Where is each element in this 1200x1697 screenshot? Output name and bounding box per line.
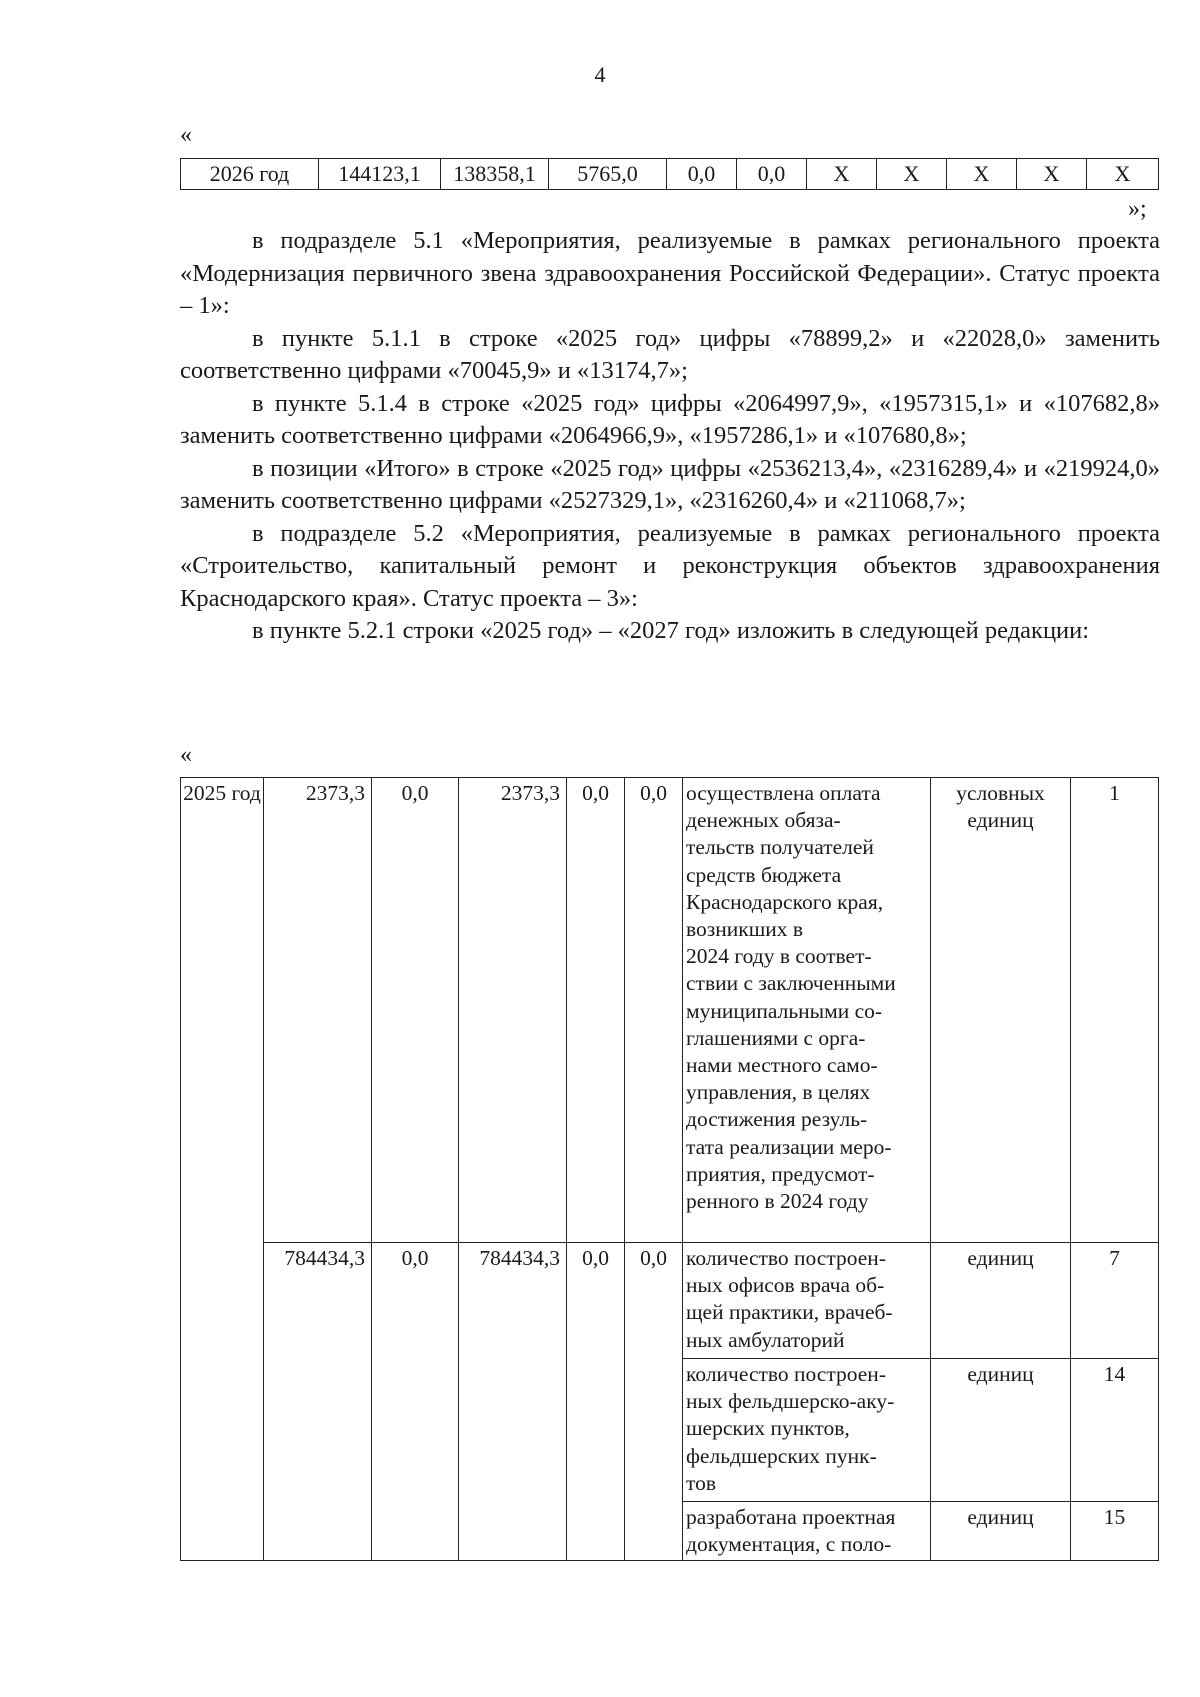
table-cell: X <box>807 159 877 190</box>
table-cell-value: 1 <box>1071 778 1159 1243</box>
table-cell: 2373,3 <box>264 778 372 1243</box>
paragraph: в подразделе 5.2 «Мероприятия, реализуемые в рамках регионального проекта «Строительство, капитальный ремонт и реконструкция объектов здравоохранения Краснодарского края». Статус проекта – 3»: <box>180 519 1160 612</box>
description-line: возникших в <box>686 917 804 942</box>
description-line: количество построен- <box>686 1246 886 1270</box>
table-cell-unit: единиц <box>931 1243 1071 1359</box>
table-cell: 0,0 <box>625 1243 683 1561</box>
description-line: ствии с заключенными <box>686 971 896 996</box>
paragraph: в пункте 5.1.1 в строке «2025 год» цифры «78899,2» и «22028,0» заменить соответственно цифрами «70045,9» и «13174,7»; <box>180 324 1160 384</box>
table-cell: 0,0 <box>372 778 459 1243</box>
table-cell: 784434,3 <box>459 1243 567 1561</box>
description-line: достижения резуль- <box>686 1107 868 1132</box>
description-line: муниципальными со- <box>686 998 883 1023</box>
description-line: фельдшерских пунк- <box>686 1443 877 1468</box>
description-line: ренного в 2024 году <box>686 1189 869 1214</box>
description-line: тов <box>686 1470 717 1495</box>
table-cell-description <box>683 1243 931 1359</box>
table-cell: X <box>1087 159 1159 190</box>
page-number: 4 <box>594 62 606 87</box>
description-line: разработана проектная <box>686 1505 896 1529</box>
table-row <box>181 159 1159 190</box>
budget-table-2026 <box>180 158 1159 190</box>
description-line: ных офисов врача об- <box>686 1273 885 1298</box>
body-text <box>180 225 1160 648</box>
description-line: 2024 году в соответ- <box>686 944 872 969</box>
table-cell: 138358,1 <box>441 159 549 190</box>
table-cell: 784434,3 <box>264 1243 372 1561</box>
description-line: осуществлена оплата <box>686 781 881 805</box>
paragraph: в подразделе 5.1 «Мероприятия, реализуемые в рамках регионального проекта «Модернизация первичного звена здравоохранения Российской Федерации». Статус проекта – 1»: <box>180 227 1160 319</box>
description-line: ных фельдшерско-аку- <box>686 1389 895 1414</box>
table-cell: X <box>877 159 947 190</box>
description-line: тата реализации меро- <box>686 1134 892 1159</box>
description-line: денежных обяза- <box>686 808 841 833</box>
table-cell-unit: условных единиц <box>931 778 1071 1243</box>
description-line: нами местного само- <box>686 1053 878 1078</box>
paragraph: в пункте 5.1.4 в строке «2025 год» цифры «2064997,9», «1957315,1» и «107682,8» заменить соответственно цифрами «2064966,9», «1957286,1» и «107680,8»; <box>180 389 1160 449</box>
table-cell: 0,0 <box>667 159 737 190</box>
description-line: средств бюджета <box>686 862 842 887</box>
description-line: приятия, предусмот- <box>686 1161 875 1186</box>
table-cell-description <box>683 778 931 1243</box>
description-line: количество построен- <box>686 1362 886 1386</box>
table-cell: X <box>1017 159 1087 190</box>
table-cell-description <box>683 1359 931 1502</box>
table-cell-value: 14 <box>1071 1359 1159 1502</box>
table-cell-description <box>683 1502 931 1561</box>
table-cell: 0,0 <box>625 778 683 1243</box>
table-cell-year: 2026 год <box>181 159 319 190</box>
table-cell-value: 7 <box>1071 1243 1159 1359</box>
table-cell-unit: единиц <box>931 1359 1071 1502</box>
table-cell: X <box>947 159 1017 190</box>
table-cell-value: 15 <box>1071 1502 1159 1561</box>
quote-open-top: « <box>180 122 192 148</box>
table-cell-year: 2025 год <box>181 778 264 1561</box>
description-line: управления, в целях <box>686 1080 871 1105</box>
description-line: щей практики, врачеб- <box>686 1300 893 1325</box>
description-line: шерских пунктов, <box>686 1416 850 1441</box>
table-cell: 0,0 <box>737 159 807 190</box>
quote-open-bottom: « <box>180 742 192 768</box>
paragraph: в пункте 5.2.1 строки «2025 год» – «2027 год» изложить в следующей редакции: <box>252 617 1090 644</box>
table-cell: 0,0 <box>372 1243 459 1561</box>
description-line: ных амбулаторий <box>686 1327 845 1352</box>
quote-close-top: »; <box>1128 196 1147 222</box>
table-cell: 0,0 <box>567 778 625 1243</box>
project-table-5-2-1 <box>180 777 1159 1561</box>
table-cell: 144123,1 <box>319 159 441 190</box>
description-line: документация, с поло- <box>686 1532 892 1557</box>
table-row <box>181 778 1159 1243</box>
table-cell: 2373,3 <box>459 778 567 1243</box>
description-line: Краснодарского края, <box>686 889 884 914</box>
description-line: глашениями с орга- <box>686 1025 866 1050</box>
description-line: тельств получателей <box>686 835 874 860</box>
table-row <box>181 1243 1159 1359</box>
paragraph: в позиции «Итого» в строке «2025 год» цифры «2536213,4», «2316289,4» и «219924,0» заменить соответственно цифрами «2527329,1», «2316260,4» и «211068,7»; <box>180 454 1160 514</box>
table-cell-unit: единиц <box>931 1502 1071 1561</box>
table-cell: 0,0 <box>567 1243 625 1561</box>
table-cell: 5765,0 <box>549 159 667 190</box>
